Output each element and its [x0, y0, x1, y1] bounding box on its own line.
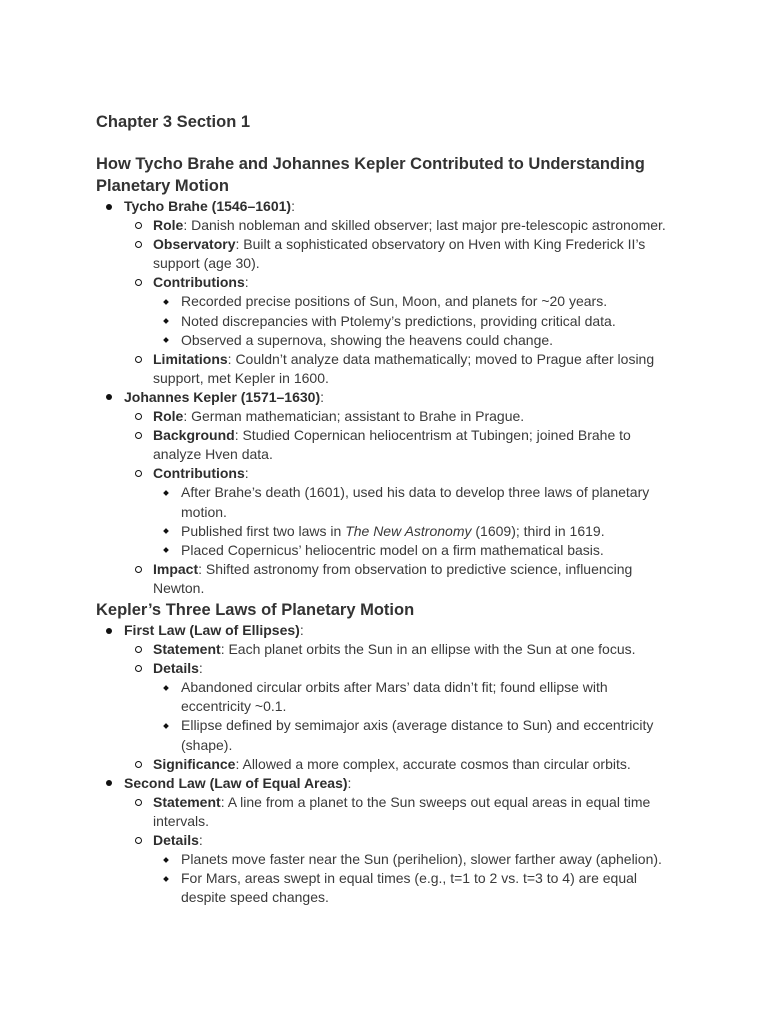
bullet-circle-icon: [132, 755, 144, 774]
item-text: Placed Copernicus’ heliocentric model on a firm mathematical basis.: [181, 541, 604, 558]
list-item-kepler-impact: [0, 560, 768, 598]
bullet-diamond-icon: [160, 716, 172, 735]
bullet-diamond-icon: [160, 331, 172, 350]
bullet-circle-icon: [132, 216, 144, 235]
list-item-second-law-statement: [0, 793, 768, 831]
bullet-circle-icon: [132, 464, 144, 483]
item-text: :: [244, 465, 249, 482]
list-item-first-law-detail-2: [0, 716, 768, 754]
bullet-circle-icon: [132, 235, 144, 254]
book-title: The New Astronomy: [345, 522, 472, 539]
bullet-diamond-icon: [160, 869, 172, 888]
item-label: Role: [153, 408, 184, 425]
list-item-kepler-contributions: [0, 464, 768, 483]
item-label: Role: [153, 217, 184, 234]
item-text: : Danish nobleman and skilled observer; last major pre-telescopic astronomer.: [183, 217, 666, 234]
bullet-diamond-icon: [160, 292, 172, 311]
bullet-dot-icon: [103, 621, 115, 640]
item-text: :: [320, 388, 324, 405]
item-text: Noted discrepancies with Ptolemy’s predictions, providing critical data.: [181, 312, 616, 329]
bullet-dot-icon: [103, 774, 115, 793]
item-text: Observed a supernova, showing the heavens could change.: [181, 331, 554, 348]
section-heading-brahe-kepler: How Tycho Brahe and Johannes Kepler Contributed to Understanding Planetary Motion: [96, 155, 645, 195]
item-text: : Studied Copernican heliocentrism at Tubingen; joined Brahe to analyze Hven data.: [153, 427, 631, 463]
bullet-diamond-icon: [160, 541, 172, 560]
list-item-tycho-brahe: [0, 197, 768, 216]
item-text: :: [291, 198, 295, 214]
list-item-kepler-role: [0, 407, 768, 426]
list-item-second-law-details: [0, 831, 768, 850]
bullet-diamond-icon: [160, 678, 172, 697]
list-item-kepler-background: [0, 426, 768, 464]
list-item-johannes-kepler: [0, 388, 768, 407]
item-label: Background: [153, 427, 235, 444]
item-label: Statement: [153, 641, 221, 658]
item-text: For Mars, areas swept in equal times (e.g., t=1 to 2 vs. t=3 to 4) are equal despite speed changes.: [181, 870, 637, 906]
item-label: Johannes Kepler (1571–1630): [124, 388, 321, 405]
bullet-circle-icon: [132, 793, 144, 812]
item-label: Impact: [153, 560, 199, 577]
list-item-brahe-limitations: [0, 350, 768, 388]
bullet-circle-icon: [132, 350, 144, 369]
list-item-second-law-detail-2: [0, 869, 768, 907]
item-text: : German mathematician; assistant to Brahe in Prague.: [183, 408, 525, 425]
bullet-dot-icon: [103, 388, 115, 407]
bullet-circle-icon: [132, 273, 144, 292]
bullet-circle-icon: [132, 560, 144, 579]
list-item-first-law-statement: [0, 640, 768, 659]
item-label: Tycho Brahe (1546–1601): [124, 198, 292, 214]
item-text: :: [244, 274, 249, 291]
item-text: After Brahe’s death (1601), used his data to develop three laws of planetary motion.: [181, 484, 650, 520]
list-item-brahe-contribution-1: [0, 292, 768, 311]
list-item-brahe-role: [0, 216, 768, 235]
bullet-dot-icon: [103, 197, 115, 216]
item-label: Limitations: [153, 350, 228, 367]
bullet-circle-icon: [132, 831, 144, 850]
list-item-kepler-contribution-3: [0, 541, 768, 560]
item-text: Published first two laws in: [181, 522, 346, 539]
bullet-diamond-icon: [160, 522, 172, 541]
bullet-circle-icon: [132, 426, 144, 445]
item-text: Ellipse defined by semimajor axis (average distance to Sun) and eccentricity (shape).: [181, 717, 654, 753]
list-item-kepler-contribution-1: [0, 483, 768, 521]
section-heading-kepler-laws: Kepler’s Three Laws of Planetary Motion: [96, 600, 415, 619]
item-label: Contributions: [153, 274, 245, 291]
bullet-diamond-icon: [160, 312, 172, 331]
item-label: Second Law (Law of Equal Areas): [124, 774, 348, 791]
item-text: : Couldn’t analyze data mathematically; moved to Prague after losing support, met Kepler in 1600.: [153, 350, 655, 386]
item-text: Recorded precise positions of Sun, Moon, and planets for ~20 years.: [181, 293, 608, 310]
item-label: Observatory: [153, 236, 236, 253]
item-text: (1609); third in 1619.: [471, 522, 605, 539]
item-text: :: [198, 660, 203, 677]
bullet-diamond-icon: [160, 483, 172, 502]
item-text: :: [347, 774, 352, 791]
list-item-second-law-detail-1: [0, 850, 768, 869]
item-text: :: [299, 621, 304, 638]
chapter-heading: Chapter 3 Section 1: [96, 113, 251, 131]
list-item-brahe-contributions: [0, 273, 768, 292]
list-item-first-law: [0, 621, 768, 640]
item-label: Significance: [153, 755, 236, 772]
list-item-brahe-observatory: [0, 235, 768, 273]
list-item-first-law-detail-1: [0, 678, 768, 716]
bullet-diamond-icon: [160, 850, 172, 869]
item-text: :: [198, 832, 203, 848]
item-text: Planets move faster near the Sun (perihelion), slower farther away (aphelion).: [181, 851, 662, 868]
list-item-brahe-contribution-2: [0, 312, 768, 331]
item-text: Abandoned circular orbits after Mars’ data didn’t fit; found ellipse with eccentricity ~0.1.: [181, 679, 608, 715]
list-item-second-law: [0, 774, 768, 793]
list-item-brahe-contribution-3: [0, 331, 768, 350]
item-text: : Allowed a more complex, accurate cosmos than circular orbits.: [235, 755, 631, 772]
item-text: : Built a sophisticated observatory on Hven with King Frederick II’s support (age 30).: [153, 236, 646, 272]
list-item-first-law-significance: [0, 755, 768, 774]
bullet-circle-icon: [132, 640, 144, 659]
item-label: Statement: [153, 793, 221, 810]
item-text: : Shifted astronomy from observation to predictive science, influencing Newton.: [153, 560, 633, 596]
bullet-circle-icon: [132, 407, 144, 426]
item-label: Details: [153, 832, 199, 848]
item-text: : A line from a planet to the Sun sweeps out equal areas in equal time intervals.: [153, 793, 651, 829]
item-text: : Each planet orbits the Sun in an ellipse with the Sun at one focus.: [220, 641, 636, 658]
list-item-kepler-contribution-2: [0, 522, 768, 541]
bullet-circle-icon: [132, 659, 144, 678]
list-item-first-law-details: [0, 659, 768, 678]
item-label: Details: [153, 660, 199, 677]
item-label: Contributions: [153, 465, 245, 482]
document-content: [0, 153, 768, 907]
item-label: First Law (Law of Ellipses): [124, 621, 300, 638]
